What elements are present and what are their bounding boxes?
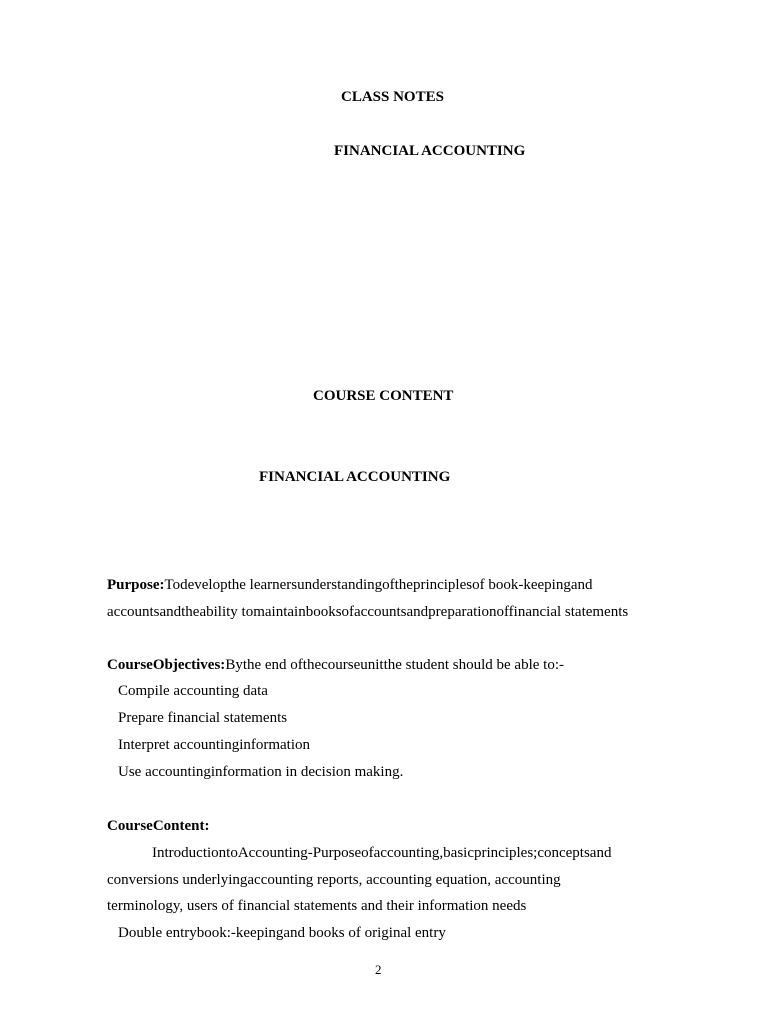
purpose-paragraph-line-1	[107, 577, 592, 594]
content-paragraph-line-1: IntroductiontoAccounting-Purposeofaccounting,basicprinciples;conceptsand	[152, 845, 612, 861]
purpose-label: Purpose:	[107, 577, 165, 593]
objective-item: Compile accounting data	[118, 683, 268, 699]
class-notes-title: CLASS NOTES	[341, 89, 444, 105]
objective-item: Use accountinginformation in decision making.	[118, 764, 404, 780]
content-paragraph-line-2: conversions underlyingaccounting reports, accounting equation, accounting	[107, 872, 561, 888]
objectives-heading-line	[107, 657, 564, 674]
objectives-intro: Bythe end ofthecourseunitthe student should be able to:-	[225, 657, 564, 673]
financial-accounting-title: FINANCIAL ACCOUNTING	[334, 143, 526, 159]
content-paragraph-line-4: Double entrybook:-keepingand books of original entry	[118, 925, 446, 941]
objective-item: Prepare financial statements	[118, 710, 288, 726]
course-content-heading: COURSE CONTENT	[313, 388, 454, 404]
purpose-text-1: Todevelopthe learnersunderstandingoftheprinciplesof book-keepingand	[164, 577, 593, 593]
content-label: CourseContent:	[107, 818, 210, 834]
financial-accounting-subheading: FINANCIAL ACCOUNTING	[259, 469, 451, 485]
purpose-paragraph-line-2: accountsandtheability tomaintainbooksofaccountsandpreparationoffinancial statements	[107, 604, 629, 620]
objectives-label: CourseObjectives:	[107, 657, 226, 673]
objective-item: Interpret accountinginformation	[118, 737, 311, 753]
content-paragraph-line-3: terminology, users of financial statements and their information needs	[107, 898, 527, 914]
page-number: 2	[375, 962, 382, 977]
